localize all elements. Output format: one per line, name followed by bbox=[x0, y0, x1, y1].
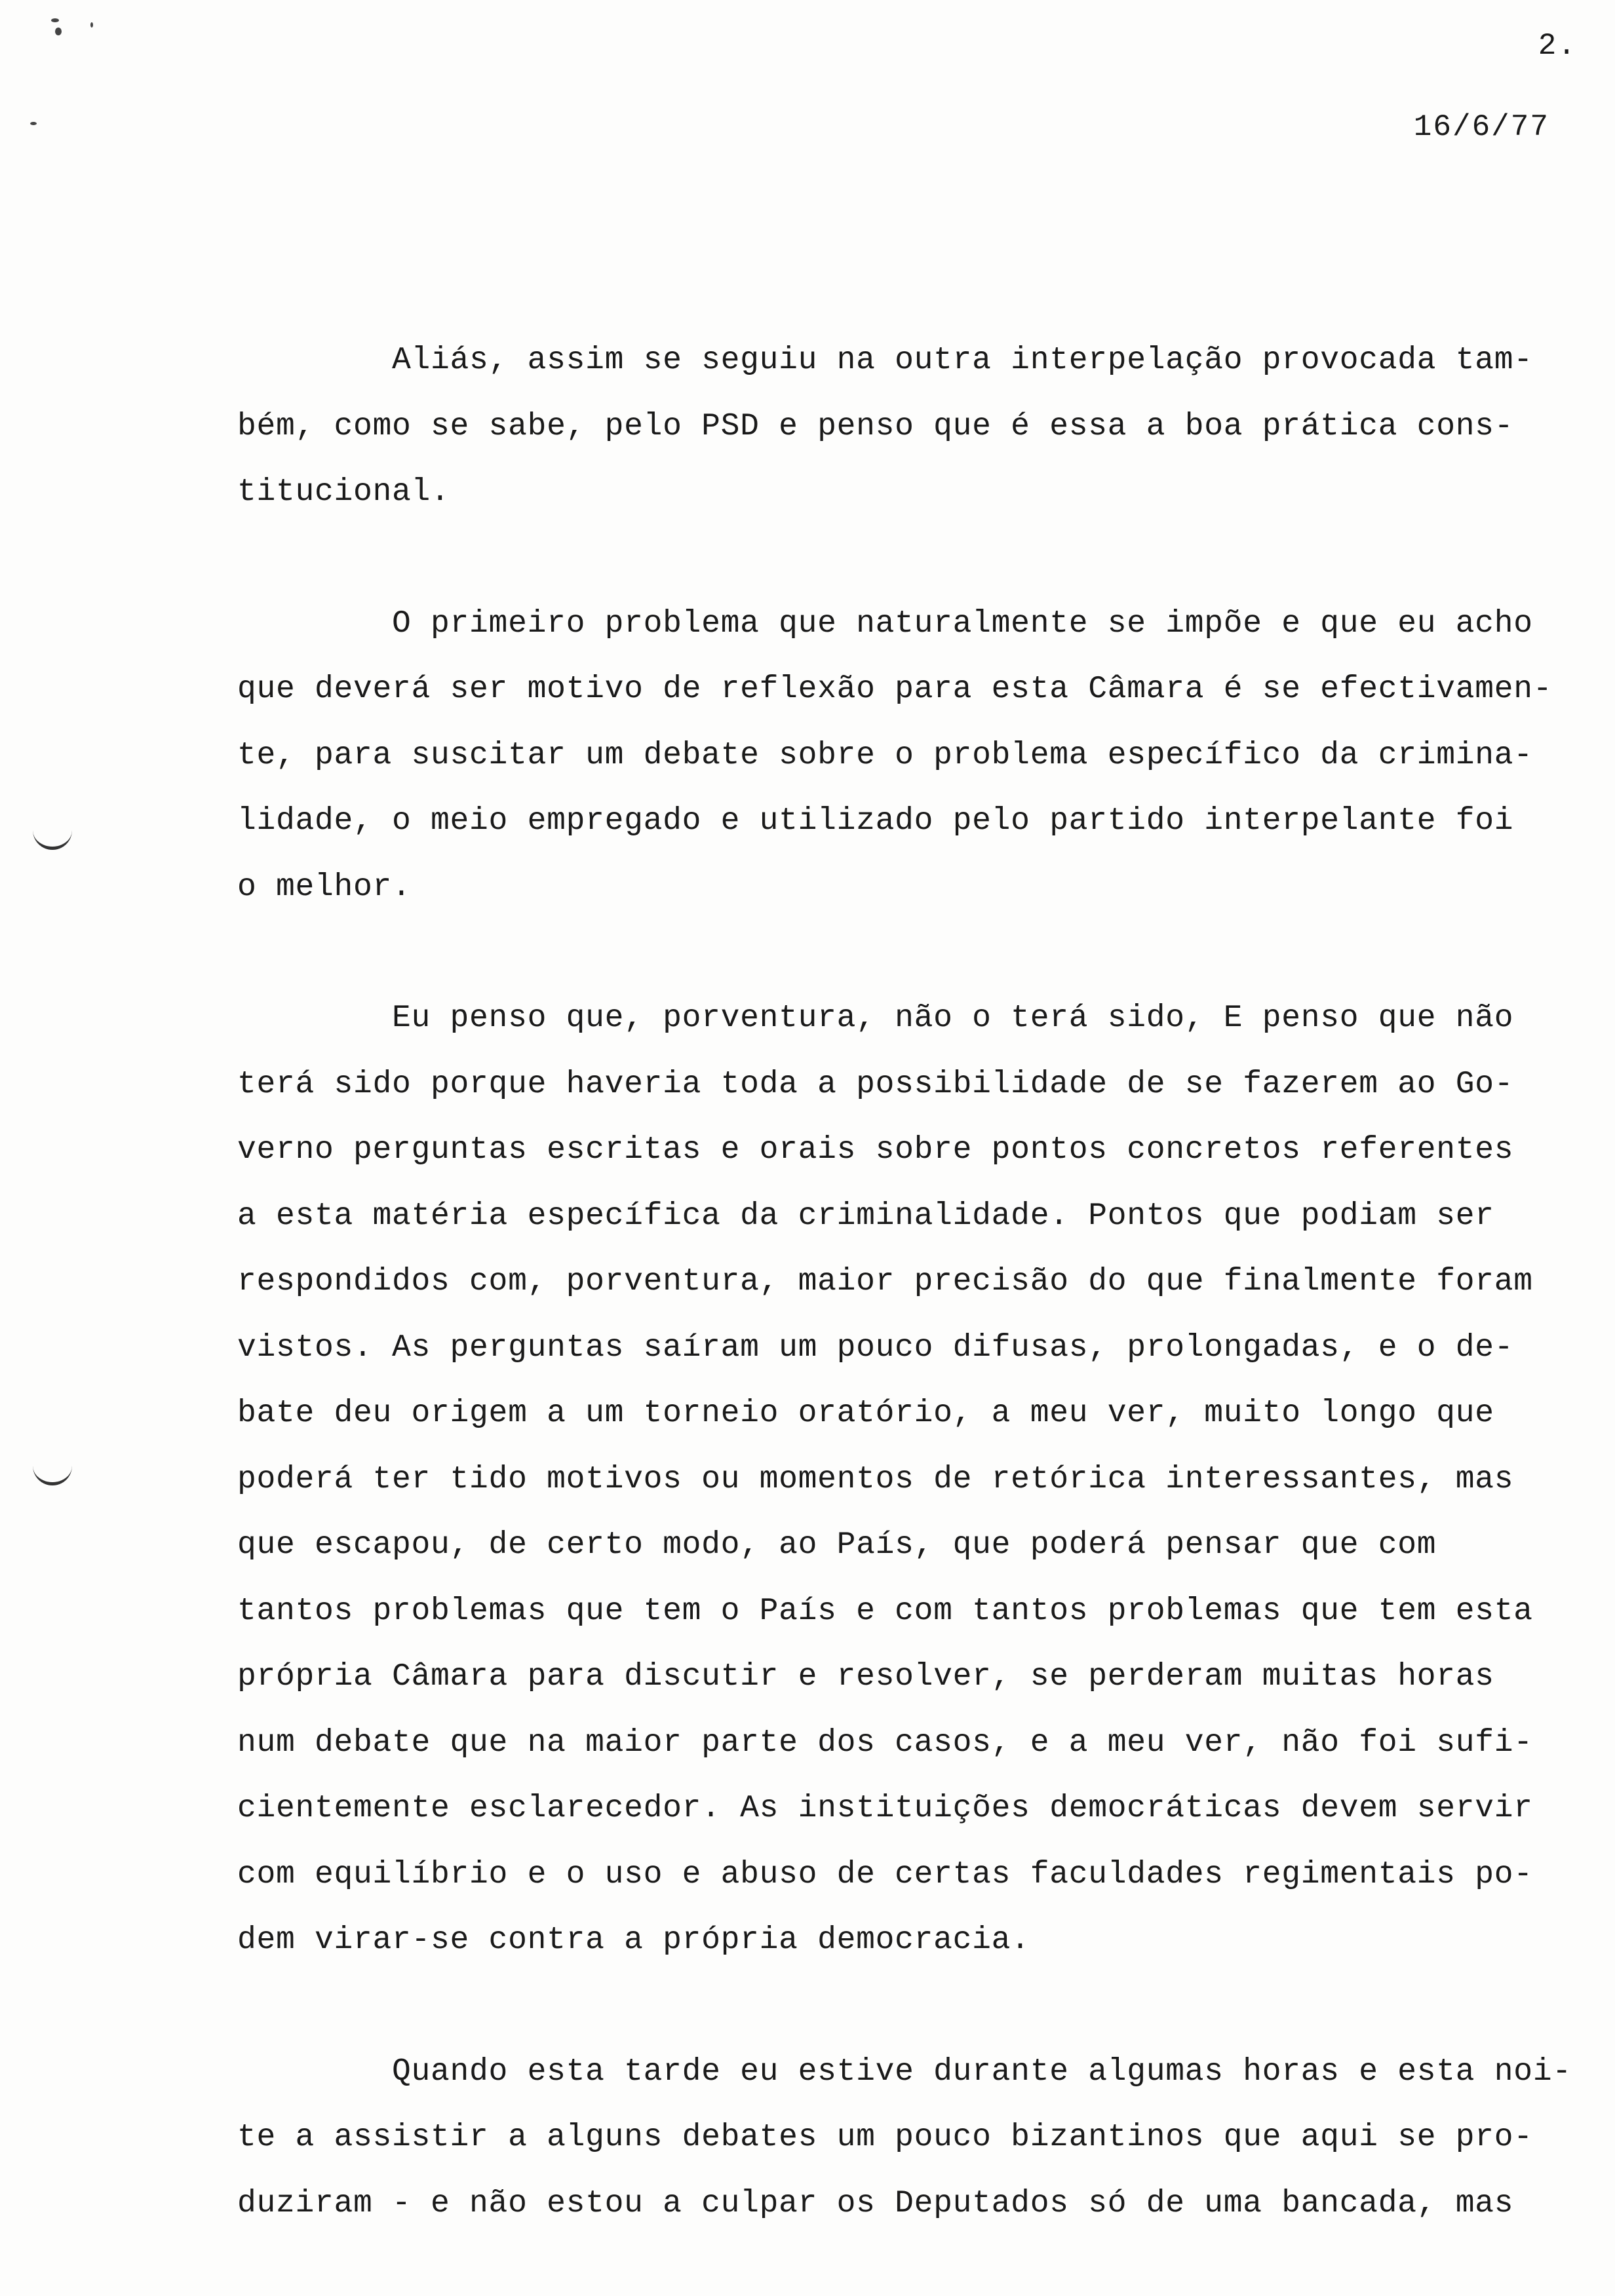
margin-mark bbox=[33, 827, 72, 850]
text-line: lidade, o meio empregado e utilizado pelo partido interpelante foi bbox=[237, 803, 1514, 839]
scan-artifact bbox=[55, 28, 62, 35]
paragraph-gap bbox=[237, 920, 1559, 985]
text-line: poderá ter tido motivos ou momentos de retórica interessantes, mas bbox=[237, 1461, 1514, 1497]
scan-artifact bbox=[30, 122, 37, 125]
paragraph bbox=[237, 328, 1559, 526]
text-line: que escapou, de certo modo, ao País, que poderá pensar que com bbox=[237, 1527, 1437, 1563]
text-line: num debate que na maior parte dos casos, e a meu ver, não foi sufi- bbox=[237, 1725, 1533, 1761]
document-date: 16/6/77 bbox=[1413, 110, 1549, 144]
text-line: terá sido porque haveria toda a possibilidade de se fazerem ao Go- bbox=[237, 1066, 1514, 1102]
text-line: O primeiro problema que naturalmente se impõe e que eu acho bbox=[237, 605, 1533, 641]
text-line: cientemente esclarecedor. As instituições democráticas devem servir bbox=[237, 1791, 1533, 1826]
text-line: Eu penso que, porventura, não o terá sido, E penso que não bbox=[237, 1001, 1514, 1036]
text-line: que deverá ser motivo de reflexão para esta Câmara é se efectivamen- bbox=[237, 672, 1553, 707]
document-body bbox=[237, 328, 1572, 2236]
margin-mark bbox=[33, 1463, 72, 1485]
text-line: te a assistir a alguns debates um pouco bizantinos que aqui se pro- bbox=[237, 2120, 1533, 2155]
paragraph bbox=[237, 591, 1559, 921]
text-line: dem virar-se contra a própria democracia. bbox=[237, 1923, 1030, 1958]
text-line: bém, como se sabe, pelo PSD e penso que é essa a boa prática cons- bbox=[237, 408, 1514, 444]
paragraph-gap bbox=[237, 526, 1559, 591]
text-line: tantos problemas que tem o País e com tantos problemas que tem esta bbox=[237, 1593, 1533, 1629]
scan-artifact bbox=[90, 22, 93, 28]
paragraph bbox=[237, 2039, 1572, 2237]
text-line: a esta matéria específica da criminalidade. Pontos que podiam ser bbox=[237, 1198, 1494, 1234]
text-line: com equilíbrio e o uso e abuso de certas faculdades regimentais po- bbox=[237, 1856, 1533, 1892]
text-line: própria Câmara para discutir e resolver, se perderam muitas horas bbox=[237, 1659, 1494, 1694]
text-line: verno perguntas escritas e orais sobre pontos concretos referentes bbox=[237, 1132, 1514, 1168]
text-line: Quando esta tarde eu estive durante algumas horas e esta noi- bbox=[237, 2054, 1572, 2090]
text-line: o melhor. bbox=[237, 869, 412, 905]
page-number: 2. bbox=[1538, 29, 1577, 63]
paragraph bbox=[237, 985, 1559, 1974]
text-line: te, para suscitar um debate sobre o problema específico da crimina- bbox=[237, 737, 1533, 773]
paragraph-gap bbox=[237, 1974, 1559, 2039]
text-line: titucional. bbox=[237, 474, 450, 510]
text-line: respondidos com, porventura, maior precisão do que finalmente foram bbox=[237, 1264, 1533, 1299]
text-line: vistos. As perguntas saíram um pouco difusas, prolongadas, e o de- bbox=[237, 1330, 1514, 1366]
scan-artifact bbox=[51, 18, 59, 22]
text-line: Aliás, assim se seguiu na outra interpelação provocada tam- bbox=[237, 343, 1533, 378]
text-line: duziram - e não estou a culpar os Deputados só de uma bancada, mas bbox=[237, 2185, 1514, 2221]
text-line: bate deu origem a um torneio oratório, a meu ver, muito longo que bbox=[237, 1396, 1494, 1431]
